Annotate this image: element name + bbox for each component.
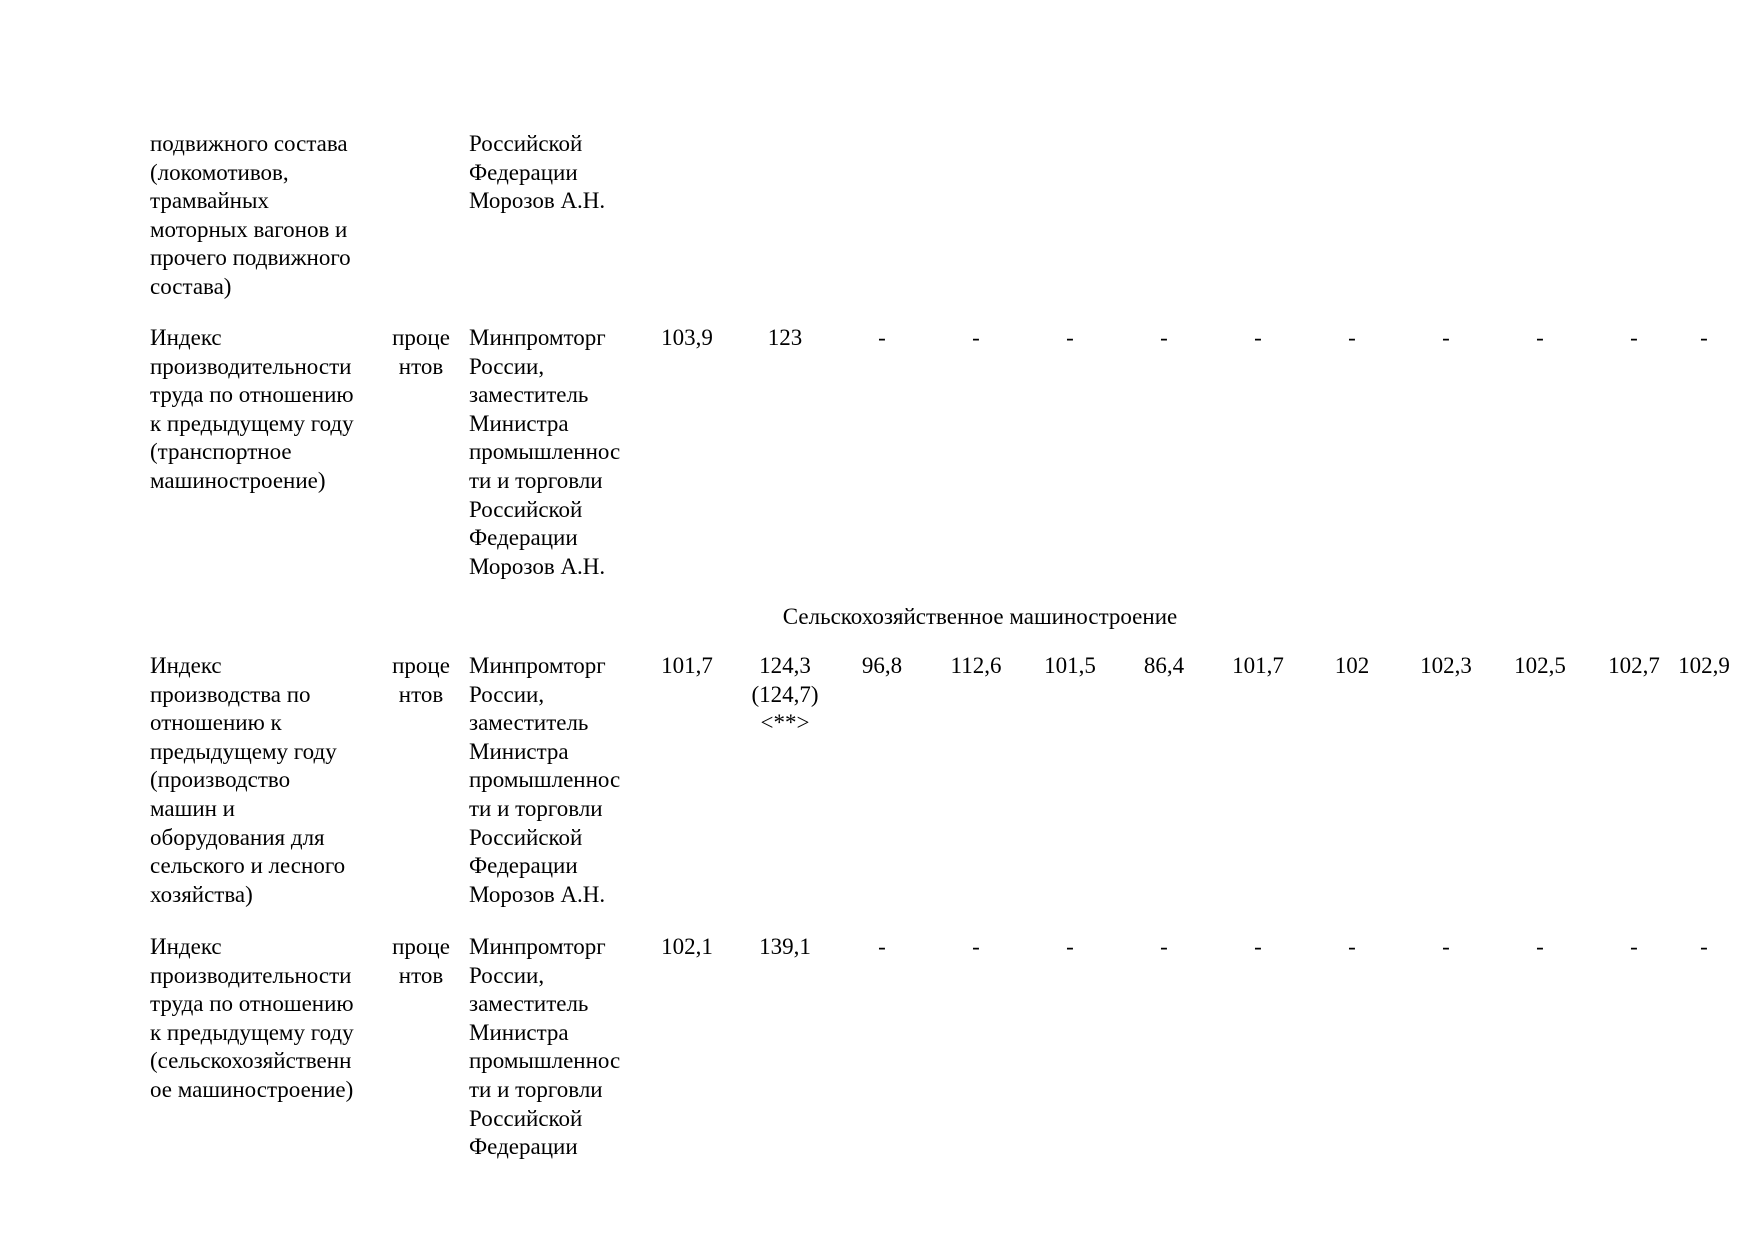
row-3-value-0: 102,1 — [661, 934, 713, 959]
row-3-value-11: - — [1700, 934, 1708, 959]
row-3-value-3: - — [972, 934, 980, 959]
row-2-value-1: 124,3 (124,7) <**> — [751, 653, 819, 736]
row-1-value-0: 103,9 — [661, 325, 713, 350]
row-2-value-7: 102 — [1334, 653, 1370, 678]
row-1-value-1: 123 — [767, 325, 803, 350]
row-0-indicator: подвижного состава (локомотивов, трамвайных моторных вагонов и прочего подвижного состава) — [150, 131, 351, 299]
row-2-value-2: 96,8 — [861, 653, 903, 678]
row-3-value-8: - — [1442, 934, 1450, 959]
row-1-value-10: - — [1630, 325, 1638, 350]
row-1-value-3: - — [972, 325, 980, 350]
row-2-value-0: 101,7 — [661, 653, 713, 678]
row-1-responsible: Минпромторг России, заместитель Министра промышленнос ти и торговли Российской Федерации Морозов А.Н. — [469, 325, 621, 579]
row-2-value-10: 102,7 — [1608, 653, 1660, 678]
row-1-indicator: Индекс производительности труда по отношению к предыдущему году (транспортное машиностроение) — [150, 325, 354, 493]
row-1-value-2: - — [878, 325, 886, 350]
row-3-value-7: - — [1348, 934, 1356, 959]
row-2-value-6: 101,7 — [1232, 653, 1284, 678]
row-3-value-4: - — [1066, 934, 1074, 959]
row-3-value-5: - — [1160, 934, 1168, 959]
row-3-value-1: 139,1 — [759, 934, 811, 959]
row-2-value-3: 112,6 — [950, 653, 1002, 678]
row-3-responsible: Минпромторг России, заместитель Министра промышленнос ти и торговли Российской Федерации — [469, 934, 621, 1160]
row-2-value-8: 102,3 — [1420, 653, 1472, 678]
row-1-value-11: - — [1700, 325, 1708, 350]
row-2-indicator: Индекс производства по отношению к предыдущему году (производство машин и оборудования для сельского и лесного хозяйства) — [150, 653, 346, 907]
row-1-value-9: - — [1536, 325, 1544, 350]
row-0-responsible: Российской Федерации Морозов А.Н. — [469, 131, 606, 214]
row-3-unit: проце нтов — [392, 934, 450, 988]
row-2-value-5: 86,4 — [1143, 653, 1185, 678]
row-1-value-8: - — [1442, 325, 1450, 350]
row-2-responsible: Минпромторг России, заместитель Министра промышленнос ти и торговли Российской Федерации Морозов А.Н. — [469, 653, 621, 907]
row-1-value-7: - — [1348, 325, 1356, 350]
row-3-value-2: - — [878, 934, 886, 959]
row-2-value-4: 101,5 — [1044, 653, 1096, 678]
section-heading: Сельскохозяйственное машиностроение — [782, 604, 1178, 629]
row-3-indicator: Индекс производительности труда по отношению к предыдущему году (сельскохозяйственн ое машиностроение) — [150, 934, 354, 1102]
row-1-value-6: - — [1254, 325, 1262, 350]
row-3-value-9: - — [1536, 934, 1544, 959]
row-3-value-10: - — [1630, 934, 1638, 959]
row-3-value-6: - — [1254, 934, 1262, 959]
row-2-unit: проце нтов — [392, 653, 450, 707]
row-1-value-5: - — [1160, 325, 1168, 350]
row-1-value-4: - — [1066, 325, 1074, 350]
row-2-value-9: 102,5 — [1514, 653, 1566, 678]
row-2-value-11: 102,9 — [1678, 653, 1730, 678]
row-1-unit: проце нтов — [392, 325, 450, 379]
